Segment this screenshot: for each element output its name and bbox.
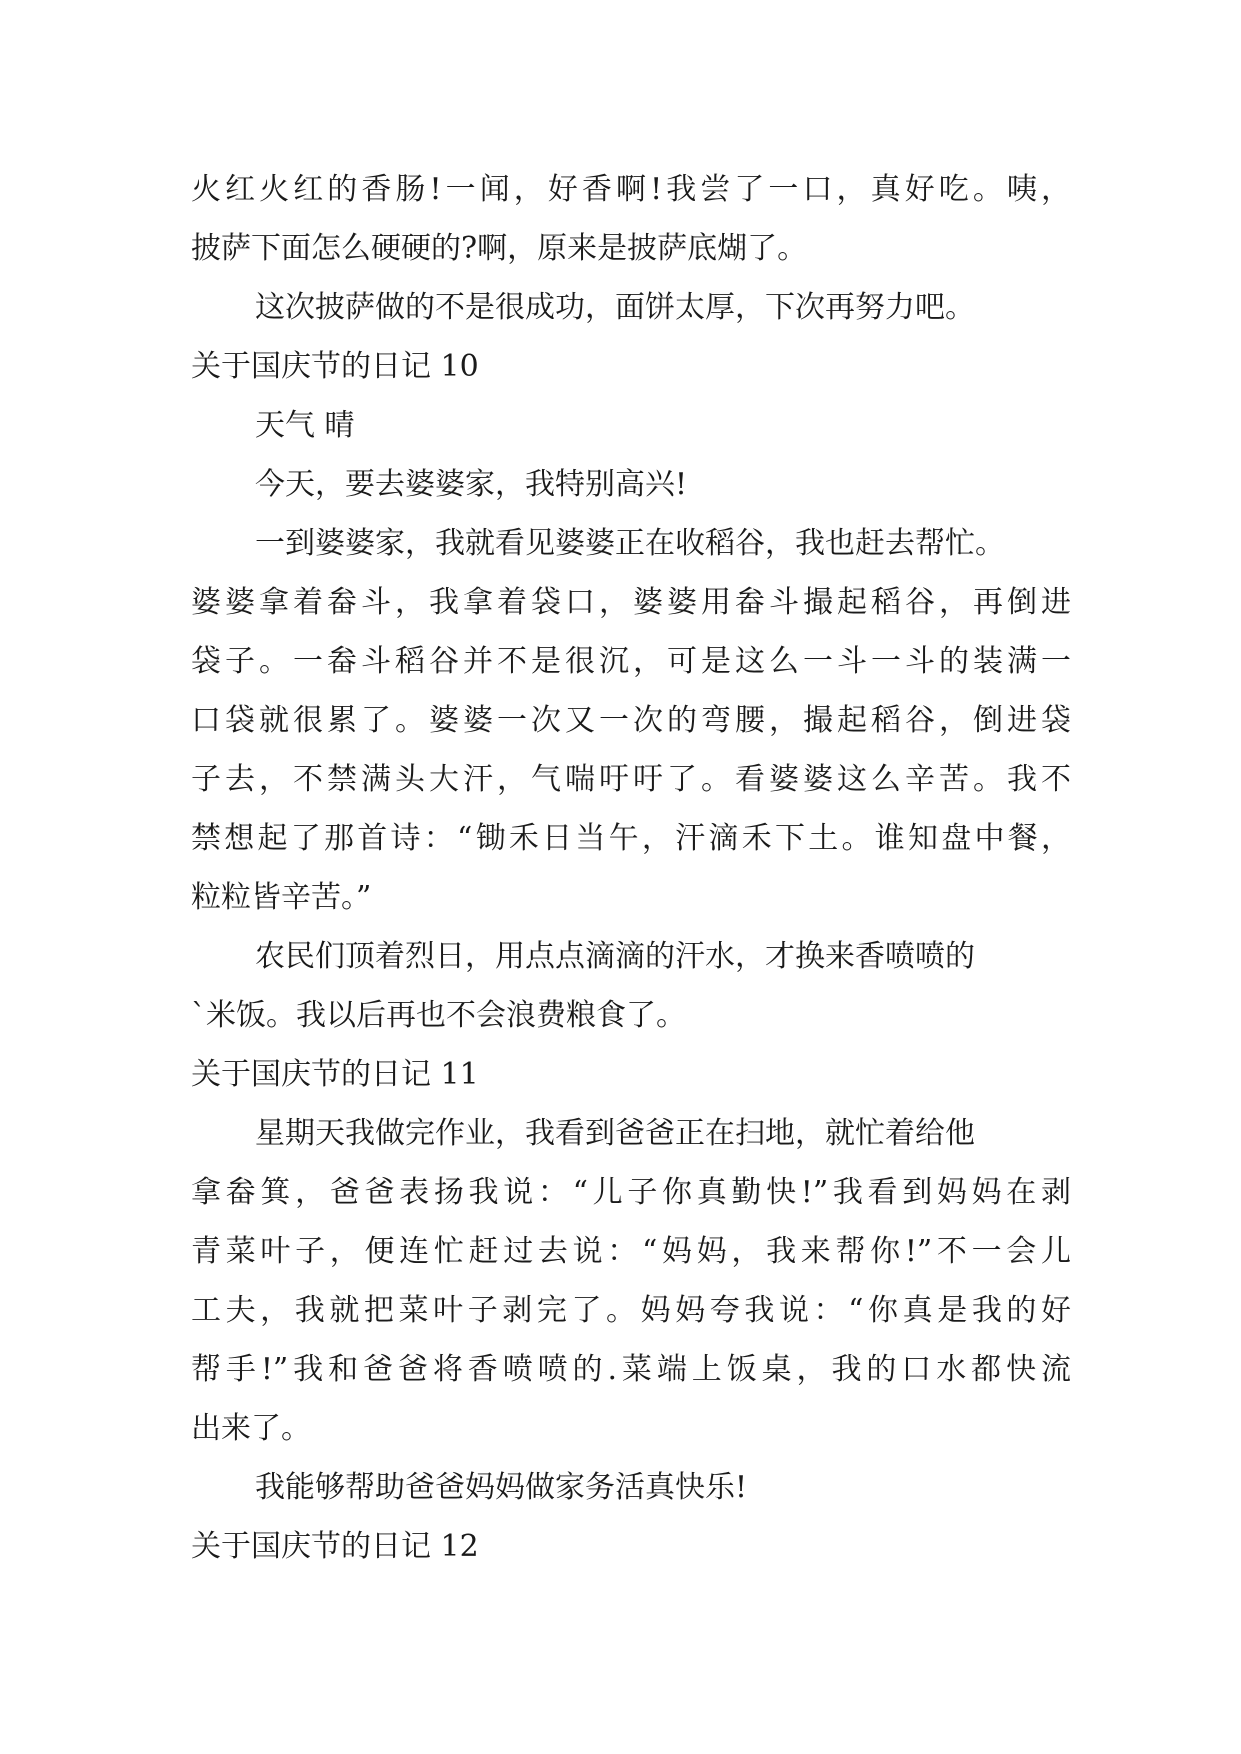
- text-line: 帮手!”我和爸爸将香喷喷的.菜端上饭桌，我的口水都快流: [191, 1352, 1071, 1387]
- text-line: 口袋就很累了。婆婆一次又一次的弯腰，撮起稻谷，倒进袋: [191, 703, 1071, 738]
- text-line: 袋子。一畚斗稻谷并不是很沉，可是这么一斗一斗的装满一: [191, 644, 1071, 679]
- paragraph-line: 我能够帮助爸爸妈妈做家务活真快乐!: [255, 1470, 748, 1505]
- text-line: 青菜叶子，便连忙赶过去说：“妈妈，我来帮你!”不一会儿: [191, 1234, 1071, 1269]
- paragraph-line: 今天，要去婆婆家，我特别高兴!: [255, 467, 688, 502]
- section-heading: 关于国庆节的日记 10: [191, 349, 479, 384]
- text-line: 出来了。: [191, 1411, 311, 1446]
- weather-line: 天气 晴: [255, 408, 355, 443]
- text-line: 粒粒皆辛苦。”: [191, 880, 372, 915]
- text-line: 子去，不禁满头大汗，气喘吁吁了。看婆婆这么辛苦。我不: [191, 762, 1071, 797]
- text-line: 火红火红的香肠!一闻，好香啊!我尝了一口，真好吃。咦，: [191, 172, 1071, 207]
- text-line: `米饭。我以后再也不会浪费粮食了。: [191, 998, 686, 1033]
- text-line: 禁想起了那首诗：“锄禾日当午，汗滴禾下土。谁知盘中餐，: [191, 821, 1071, 856]
- section-heading: 关于国庆节的日记 11: [191, 1057, 479, 1092]
- paragraph-line: 星期天我做完作业，我看到爸爸正在扫地，就忙着给他: [255, 1116, 975, 1151]
- text-line: 披萨下面怎么硬硬的?啊，原来是披萨底煳了。: [191, 231, 808, 266]
- paragraph-line: 这次披萨做的不是很成功，面饼太厚，下次再努力吧。: [255, 290, 975, 325]
- text-line: 婆婆拿着畚斗，我拿着袋口，婆婆用畚斗撮起稻谷，再倒进: [191, 585, 1071, 620]
- text-line: 拿畚箕，爸爸表扬我说：“儿子你真勤快!”我看到妈妈在剥: [191, 1175, 1071, 1210]
- document-body: [191, 160, 1071, 1576]
- paragraph-line: 一到婆婆家，我就看见婆婆正在收稻谷，我也赶去帮忙。: [255, 526, 1005, 561]
- text-line: 工夫，我就把菜叶子剥完了。妈妈夸我说：“你真是我的好: [191, 1293, 1071, 1328]
- section-heading: 关于国庆节的日记 12: [191, 1529, 479, 1564]
- paragraph-line: 农民们顶着烈日，用点点滴滴的汗水，才换来香喷喷的: [255, 939, 975, 974]
